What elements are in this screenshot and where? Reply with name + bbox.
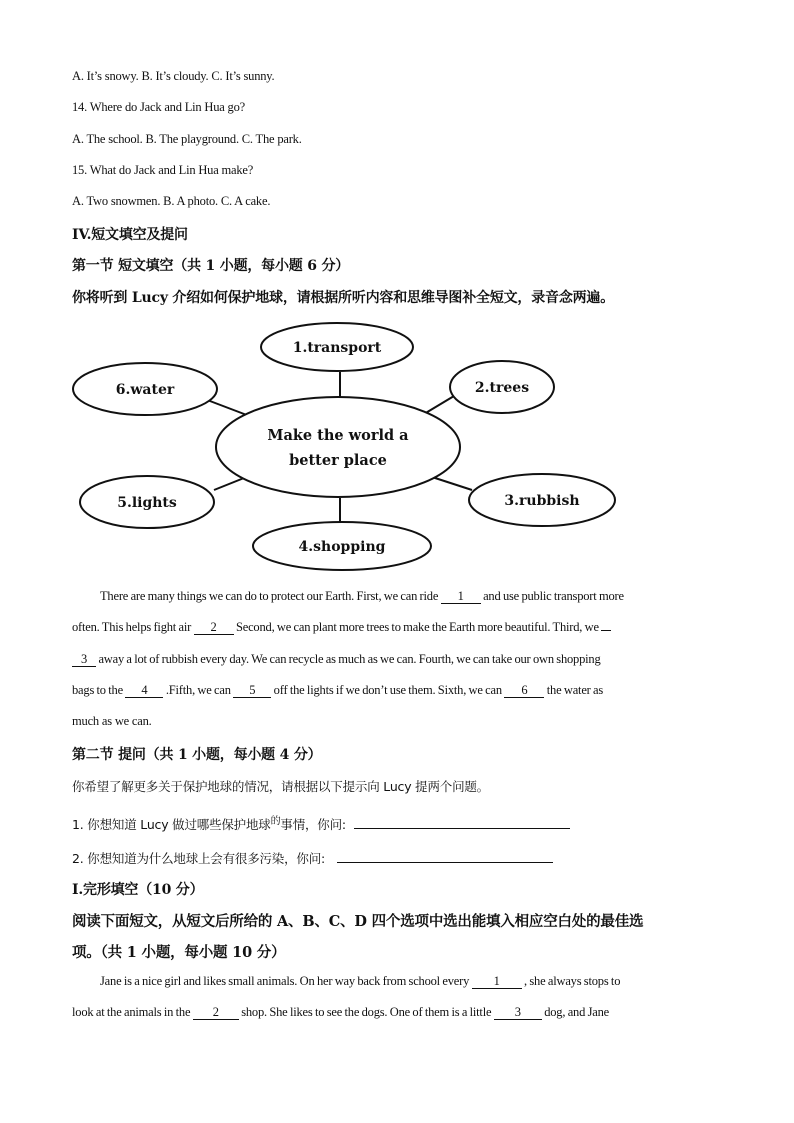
part2-instruction	[72, 777, 489, 795]
node-shopping-label: 4.shopping	[298, 539, 386, 555]
answer-line-1[interactable]	[354, 816, 570, 829]
cloze-text: dog, and Jane	[544, 1005, 609, 1019]
part2-title	[72, 744, 321, 764]
q15-options-text: A. Two snowmen. B. A photo. C. A cake.	[72, 194, 271, 208]
passage1-line5	[72, 714, 152, 729]
part2-title-text: 第二节 提问（共 1 小题，每小题 4 分）	[72, 747, 322, 763]
passage1-text: bags to the	[72, 683, 123, 697]
q14-options-text: A. The school. B. The playground. C. The park.	[72, 132, 302, 146]
passage1-text: There are many things we can do to protect our Earth. First, we can ride	[100, 589, 439, 603]
blank-3-start[interactable]	[601, 630, 611, 631]
mind-map-diagram	[72, 322, 620, 572]
q15-options	[72, 194, 270, 209]
blank-5[interactable]: 5	[233, 684, 271, 698]
node-rubbish-label: 3.rubbish	[504, 493, 580, 509]
passage1-line3	[72, 652, 601, 667]
passage1-text: Second, we can plant more trees to make the Earth more beautiful. Third, we	[235, 620, 599, 634]
answer-line-2[interactable]	[337, 850, 553, 863]
q15-question-text: 15. What do Jack and Lin Hua make?	[72, 163, 254, 177]
cloze-text: Jane is a nice girl and likes small animals. On her way back from school every	[100, 974, 470, 988]
blank-1[interactable]: 1	[441, 590, 481, 604]
cloze-text: , she always stops to	[524, 974, 621, 988]
q13-options	[72, 69, 274, 84]
cloze-text: look at the animals in the	[72, 1005, 191, 1019]
part2-question-2	[72, 849, 553, 867]
part2-q1-superscript: 的	[270, 816, 281, 827]
q14-question	[72, 100, 245, 115]
passage1-text: and use public transport more	[483, 589, 624, 603]
q14-options	[72, 132, 302, 147]
q14-question-text: 14. Where do Jack and Lin Hua go?	[72, 100, 245, 114]
part2-q1-text-end: 事情，你问:	[280, 817, 346, 832]
cloze-title	[72, 879, 203, 899]
part1-instruction-text: 你将听到 Lucy 介绍如何保护地球，请根据所听内容和思维导图补全短文，录音念两遍。	[72, 290, 615, 306]
passage1-text: much as we can.	[72, 714, 152, 728]
node-transport-label: 1.transport	[292, 340, 382, 356]
passage1-line1	[100, 589, 624, 604]
node-trees-label: 2.trees	[474, 380, 530, 396]
passage1-text: off the lights if we don’t use them. Sixth, we can	[273, 683, 502, 697]
blank-2[interactable]: 2	[194, 621, 234, 635]
part2-q1-text: 1. 你想知道 Lucy 做过哪些保护地球	[72, 817, 271, 832]
cloze-text: shop. She likes to see the dogs. One of them is a little	[241, 1005, 492, 1019]
cloze-blank-1[interactable]: 1	[472, 975, 522, 989]
center-label-line2: better place	[289, 452, 387, 469]
cloze-line1	[100, 974, 620, 989]
part2-q2-text: 2. 你想知道为什么地球上会有很多污染，你问:	[72, 851, 326, 866]
passage1-text: the water as	[546, 683, 604, 697]
cloze-title-text: I.完形填空（10 分）	[72, 882, 204, 898]
section4-title	[72, 224, 188, 244]
cloze-instruction-line1	[72, 910, 643, 931]
blank-6[interactable]: 6	[504, 684, 544, 698]
center-label-line1: Make the world a	[267, 427, 409, 444]
part2-instruction-text: 你希望了解更多关于保护地球的情况，请根据以下提示向 Lucy 提两个问题。	[72, 779, 489, 794]
cloze-instruction-text: 项。（共 1 小题，每小题 10 分）	[72, 944, 286, 961]
q13-options-text: A. It’s snowy. B. It’s cloudy. C. It’s sunny.	[72, 69, 275, 83]
connector-trees	[424, 396, 454, 414]
node-lights-label: 5.lights	[117, 495, 177, 511]
cloze-instruction-text: 阅读下面短文，从短文后所给的 A、B、C、D 四个选项中选出能填入相应空白处的最佳选	[72, 913, 644, 930]
node-water-label: 6.water	[115, 382, 175, 398]
cloze-instruction-line2	[72, 941, 285, 962]
part2-question-1	[72, 815, 570, 833]
passage1-line2	[72, 620, 611, 635]
blank-3[interactable]: 3	[72, 653, 96, 667]
passage1-line4	[72, 683, 603, 698]
blank-4[interactable]: 4	[125, 684, 163, 698]
cloze-blank-2[interactable]: 2	[193, 1006, 239, 1020]
q15-question	[72, 163, 253, 178]
part1-title	[72, 255, 349, 275]
passage1-text: .Fifth, we can	[165, 683, 231, 697]
part1-instruction	[72, 287, 614, 307]
cloze-line2	[72, 1005, 609, 1020]
passage1-text: away a lot of rubbish every day. We can recycle as much as we can. Fourth, we can take our own shopping	[98, 652, 601, 666]
part1-title-text: 第一节 短文填空（共 1 小题，每小题 6 分）	[72, 258, 350, 274]
center-shape	[216, 397, 460, 497]
section4-title-text: IV.短文填空及提问	[72, 227, 188, 243]
passage1-text: often. This helps fight air	[72, 620, 192, 634]
connector-rubbish	[432, 477, 472, 490]
cloze-blank-3[interactable]: 3	[494, 1006, 542, 1020]
